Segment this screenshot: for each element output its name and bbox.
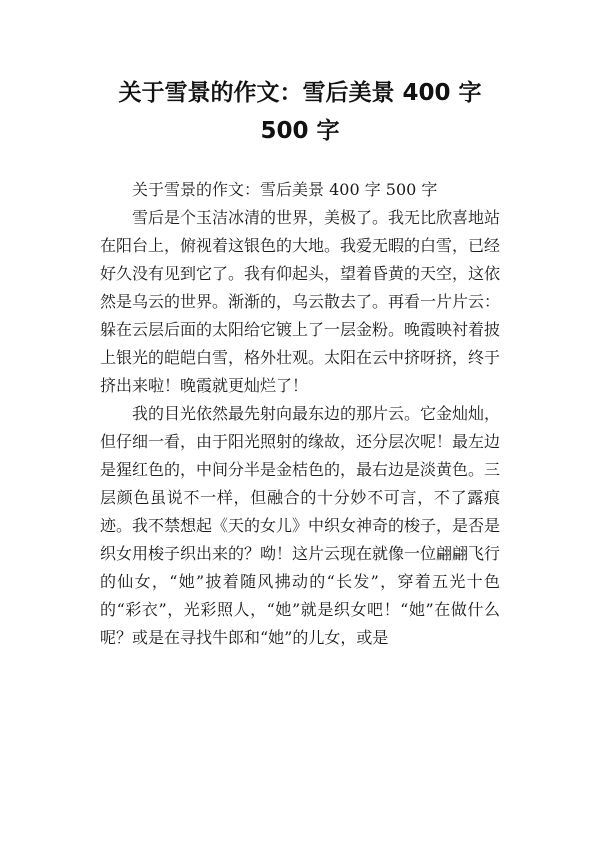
article-body bbox=[100, 176, 500, 652]
page-title-line-2: 500 字 bbox=[260, 118, 340, 144]
article-paragraph-2: 我的目光依然最先射向最东边的那片云。它金灿灿，但仔细一看，由于阳光照射的缘故，还分层次呢！最左边是猩红色的，中间分半是金桔色的，最右边是淡黄色。三层颜色虽说不一样，但融合的十分妙不可言，不了露痕迹。我不禁想起《天的女儿》中织女神奇的梭子，是否是织女用梭子织出来的？呦！这片云现在就像一位翩翩飞行的仙女，“她”披着随风拂动的“长发”，穿着五光十色的“彩衣”，光彩照人，“她”就是织女吧！“她”在做什么呢？或是在寻找牛郎和“她”的儿女，或是 bbox=[100, 404, 501, 647]
page-title bbox=[60, 74, 540, 150]
article-paragraph-1: 雪后是个玉洁冰清的世界，美极了。我无比欣喜地站在阳台上，俯视着这银色的大地。我爱无暇的白雪，已经好久没有见到它了。我有仰起头，望着昏黄的天空，这依然是乌云的世界。渐渐的，乌云散去了。再看一片片云：躲在云层后面的太阳给它镀上了一层金粉。晚霞映衬着披上银光的皑皑白雪，格外壮观。太阳在云中挤呀挤，终于挤出来啦！晚霞就更灿烂了！ bbox=[100, 208, 501, 395]
article-subtitle: 关于雪景的作文：雪后美景 400 字 500 字 bbox=[132, 180, 438, 199]
page-title-line-1: 关于雪景的作文：雪后美景 400 字 bbox=[118, 80, 482, 106]
